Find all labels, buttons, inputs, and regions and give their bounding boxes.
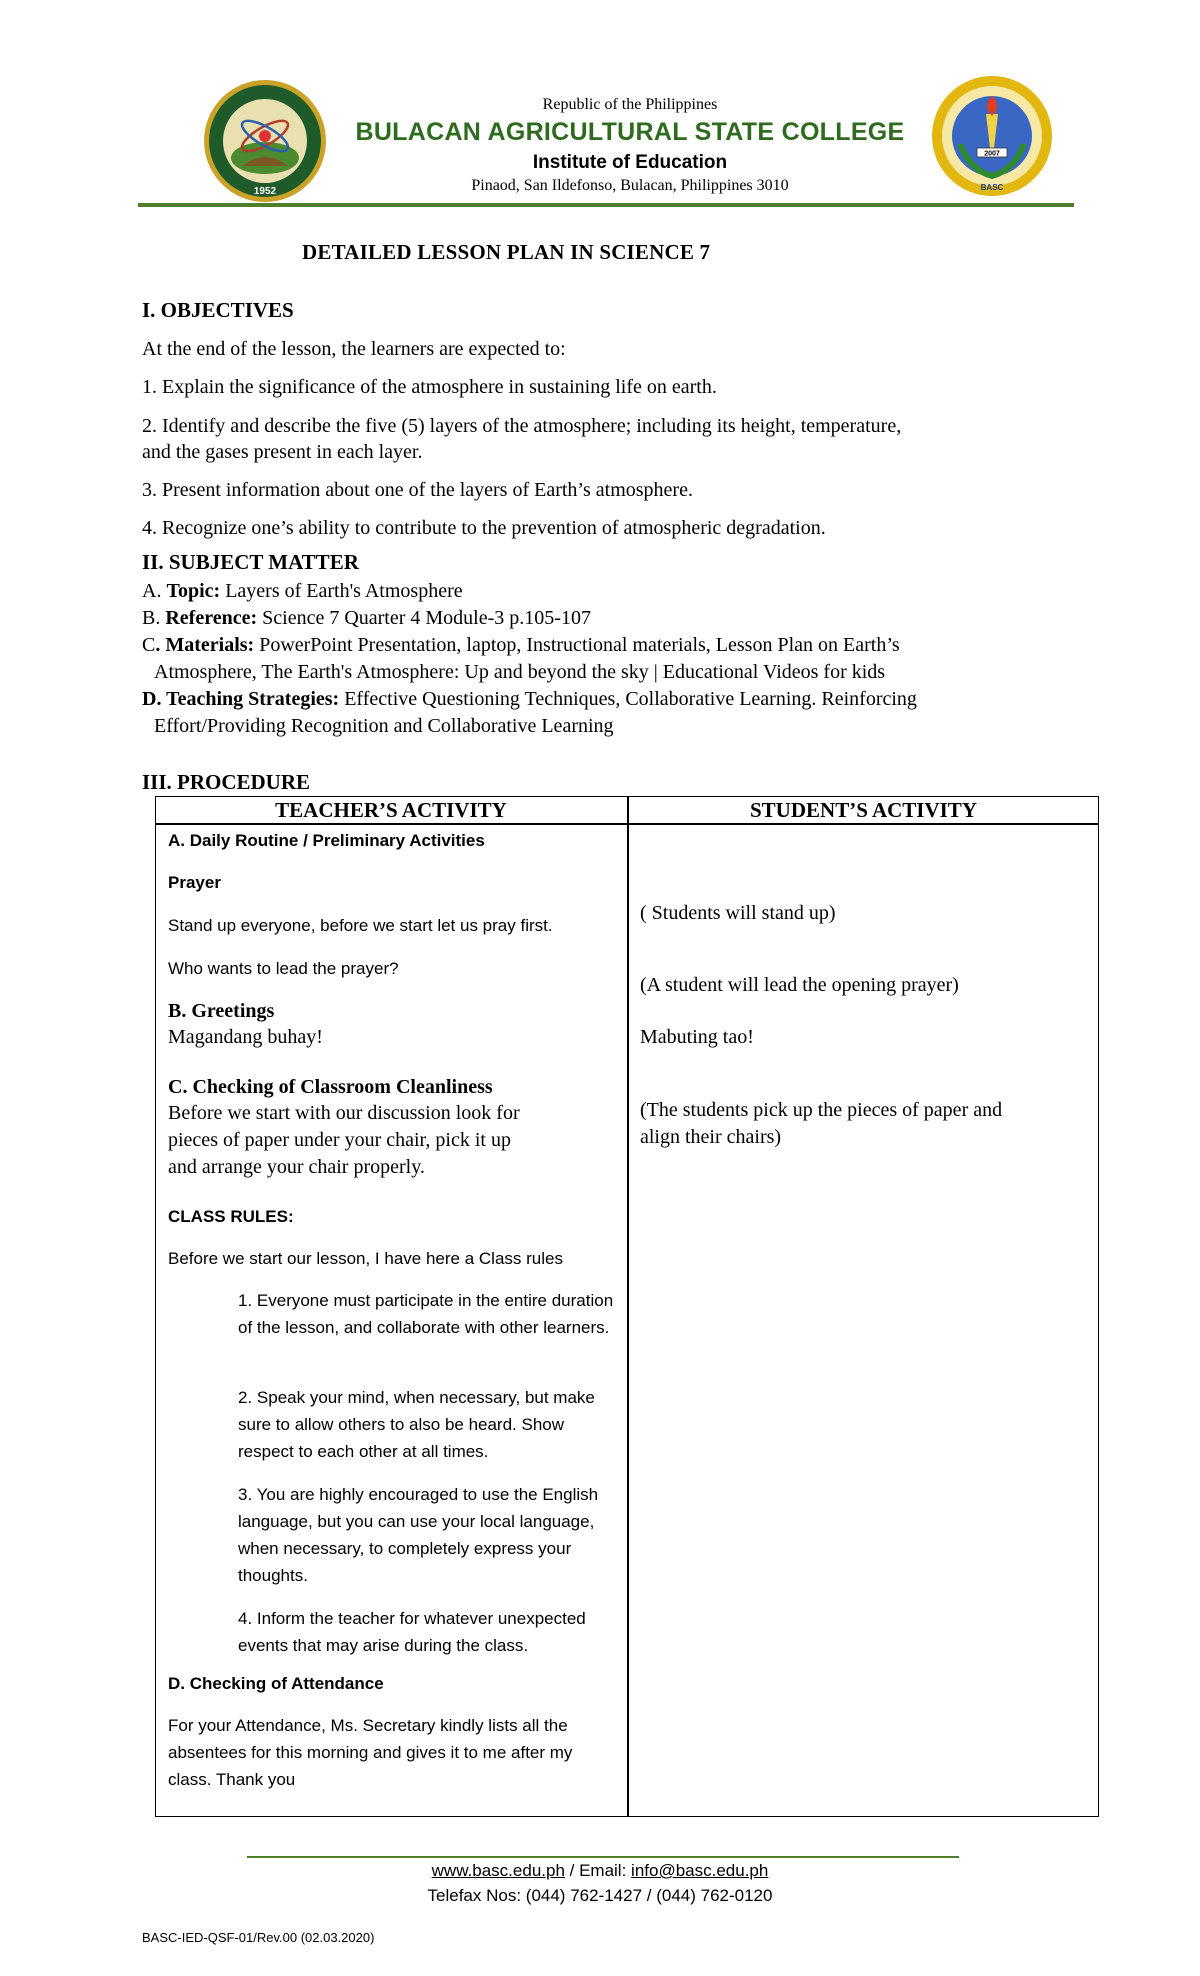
reference-text: Science 7 Quarter 4 Module-3 p.105-107	[262, 607, 591, 629]
institute-name: Institute of Education	[532, 152, 728, 173]
strategies-line-1	[142, 686, 917, 712]
footer-divider	[247, 1856, 959, 1858]
prayer-heading: Prayer	[168, 873, 221, 892]
republic-line: Republic of the Philippines	[542, 96, 718, 113]
objective-2-line2: and the gases present in each layer.	[142, 441, 423, 463]
footer-contact-line	[300, 1861, 900, 1881]
student-activity-header: STUDENT’S ACTIVITY	[750, 798, 977, 822]
materials-prefix: C	[142, 634, 156, 656]
form-code: BASC-IED-QSF-01/Rev.00 (02.03.2020)	[142, 1930, 375, 1945]
left-logo-year: 1952	[253, 186, 277, 197]
reference-label: Reference:	[165, 607, 258, 629]
procedure-heading: III. PROCEDURE	[142, 770, 311, 794]
class-rule-3: 3. You are highly encouraged to use the English language, but you can use your local language, when necessary, to completely express your thoughts.	[238, 1485, 599, 1585]
student-cleanliness-line-1: (The students pick up the pieces of paper and	[640, 1099, 1003, 1121]
topic-label: Topic:	[166, 580, 221, 602]
college-name: BULACAN AGRICULTURAL STATE COLLEGE	[355, 118, 905, 146]
student-greeting: Mabuting tao!	[640, 1026, 754, 1048]
footer-separator: /	[564, 1861, 580, 1880]
objective-2-line1: 2. Identify and describe the five (5) layers of the atmosphere; including its height, temperature,	[142, 415, 902, 437]
daily-routine-heading: A. Daily Routine / Preliminary Activities	[168, 831, 485, 850]
right-logo-abbr: BASC	[980, 183, 1004, 192]
cleanliness-heading: C. Checking of Classroom Cleanliness	[168, 1076, 493, 1098]
strategies-label: D. Teaching Strategies:	[142, 688, 340, 710]
cleanliness-line-3: and arrange your chair properly.	[168, 1156, 425, 1178]
header-divider	[138, 203, 1074, 207]
class-rule-1: 1. Everyone must participate in the entire duration of the lesson, and collaborate with other learners.	[238, 1291, 614, 1337]
attendance-text: For your Attendance, Ms. Secretary kindly lists all the absentees for this morning and gives it to me after my class. Thank you	[168, 1716, 573, 1789]
greetings-heading: B. Greetings	[168, 1000, 275, 1022]
subject-matter-heading: II. SUBJECT MATTER	[142, 550, 359, 574]
college-seal-logo	[202, 78, 328, 204]
strategies-text-2: Effort/Providing Recognition and Collaborative Learning	[154, 715, 614, 737]
email-label: Email:	[579, 1861, 632, 1880]
topic-prefix: A.	[142, 580, 162, 602]
table-header-divider	[155, 823, 1099, 825]
objective-3: 3. Present information about one of the layers of Earth’s atmosphere.	[142, 479, 693, 501]
table-column-divider	[627, 796, 629, 1817]
materials-label: . Materials:	[155, 634, 255, 656]
website-link[interactable]: www.basc.edu.ph	[431, 1861, 565, 1880]
email-link[interactable]: info@basc.edu.ph	[631, 1861, 769, 1880]
objectives-heading: I. OBJECTIVES	[142, 298, 294, 322]
cleanliness-line-1: Before we start with our discussion look for	[168, 1102, 520, 1124]
reference-prefix: B.	[142, 607, 161, 629]
student-cleanliness-line-2: align their chairs)	[640, 1126, 782, 1148]
materials-line-1	[142, 632, 900, 658]
objective-4: 4. Recognize one’s ability to contribute to the prevention of atmospheric degradation.	[142, 517, 826, 539]
objectives-intro: At the end of the lesson, the learners are expected to:	[142, 338, 566, 360]
college-address: Pinaod, San Ildefonso, Bulacan, Philippines 3010	[471, 177, 789, 194]
attendance-heading: D. Checking of Attendance	[168, 1674, 384, 1693]
materials-text-1: PowerPoint Presentation, laptop, Instructional materials, Lesson Plan on Earth’s	[259, 634, 900, 656]
student-stand-up: ( Students will stand up)	[640, 902, 836, 924]
document-title: DETAILED LESSON PLAN IN SCIENCE 7	[302, 240, 711, 264]
teacher-activity-header: TEACHER’S ACTIVITY	[275, 798, 507, 822]
objective-1: 1. Explain the significance of the atmosphere in sustaining life on earth.	[142, 376, 717, 398]
student-lead-prayer: (A student will lead the opening prayer)	[640, 974, 959, 996]
topic-line	[142, 578, 463, 604]
reference-line	[142, 605, 591, 631]
class-rules-intro: Before we start our lesson, I have here a Class rules	[168, 1249, 563, 1268]
class-rule-2: 2. Speak your mind, when necessary, but make sure to allow others to also be heard. Show respect to each other at all times.	[238, 1388, 595, 1461]
prayer-text: Stand up everyone, before we start let us pray first.	[168, 916, 553, 935]
right-logo-year: 2007	[984, 150, 1000, 158]
class-rule-4: 4. Inform the teacher for whatever unexpected events that may arise during the class.	[238, 1609, 586, 1655]
telefax-line: Telefax Nos: (044) 762-1427 / (044) 762-0120	[427, 1886, 773, 1905]
strategies-text-1: Effective Questioning Techniques, Collaborative Learning. Reinforcing	[344, 688, 917, 710]
materials-text-2: Atmosphere, The Earth's Atmosphere: Up and beyond the sky | Educational Videos for kids	[154, 661, 886, 683]
cleanliness-line-2: pieces of paper under your chair, pick it up	[168, 1129, 511, 1151]
greetings-text: Magandang buhay!	[168, 1026, 323, 1048]
institute-of-education-logo	[930, 74, 1054, 198]
topic-text: Layers of Earth's Atmosphere	[225, 580, 463, 602]
class-rules-heading: CLASS RULES:	[168, 1207, 294, 1226]
prayer-question: Who wants to lead the prayer?	[168, 959, 399, 978]
